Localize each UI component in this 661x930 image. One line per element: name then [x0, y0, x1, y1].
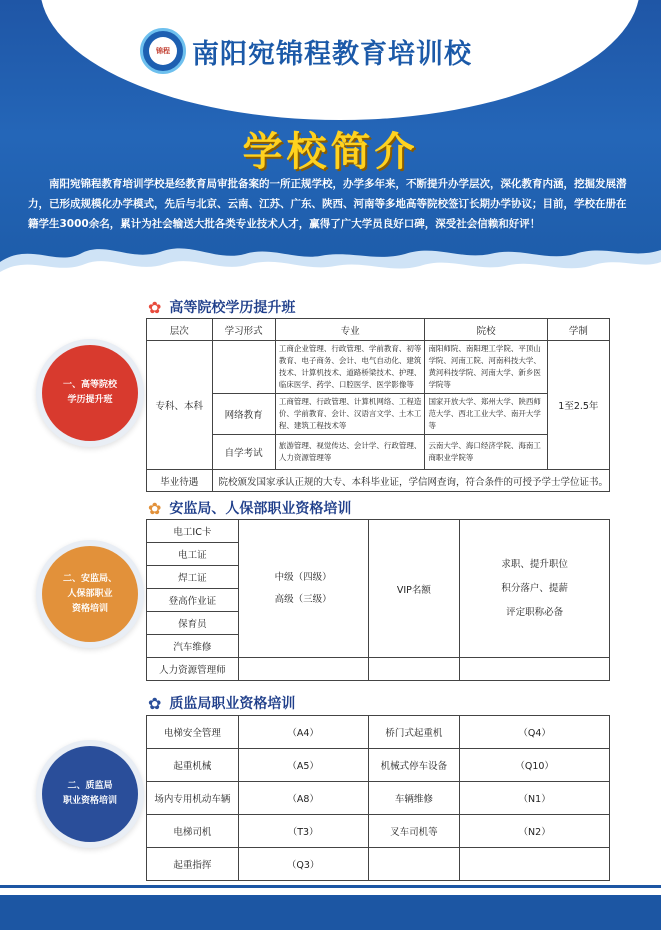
- empty-cell: [460, 658, 610, 681]
- benefit-text: 积分落户、提薪: [501, 582, 568, 594]
- cert-code: （A8）: [238, 782, 368, 815]
- table-row: [147, 658, 610, 681]
- empty-cell: [368, 658, 460, 681]
- section3-table: [146, 715, 610, 881]
- header-major: 专业: [275, 319, 425, 341]
- cert-item: 焊工证: [147, 566, 239, 589]
- benefit-text: 评定职称必备: [506, 606, 564, 618]
- cert-item: 汽车维修: [147, 635, 239, 658]
- majors-cell: 工商管理、行政管理、计算机网络、工程造价、学前教育、会计、汉语言文学、土木工程、建筑工程技术等: [275, 394, 425, 435]
- level-cell: 专科、本科: [147, 341, 213, 470]
- section3-title: [148, 693, 295, 713]
- cert-name: 机械式停车设备: [368, 749, 460, 782]
- cert-code: （A5）: [238, 749, 368, 782]
- header-duration: 学制: [547, 319, 609, 341]
- intro-paragraph: 南阳宛锦程教育培训学校是经教育局审批备案的一所正规学校，办学多年来，不断提升办学层次，深化教育内涵，挖掘发展潜力，已形成规模化办学模式，先后与北京、云南、江苏、广东、陕西、河南等多地高等院校签订长期办学协议；目前，学校在册在籍学生3000余名，累计为社会输送大批各类专业技术人才，赢得了广大学员良好口碑，深受社会信赖和好评！: [28, 178, 627, 230]
- cert-code: [460, 848, 610, 881]
- section2-badge-text: 二、安监局、 人保部职业 资格培训: [62, 573, 117, 614]
- benefit-label: 毕业待遇: [147, 470, 213, 492]
- benefit-row: [147, 470, 610, 492]
- flower-icon: ✿: [148, 693, 162, 713]
- table-row: [147, 394, 610, 435]
- table-row: [147, 749, 610, 782]
- header-school: 院校: [425, 319, 547, 341]
- section1-title-text: 高等院校学历提升班: [169, 300, 296, 316]
- table-row: [147, 520, 610, 543]
- benefits-cell: [460, 520, 610, 658]
- header-form: 学习形式: [212, 319, 275, 341]
- cert-item: 保育员: [147, 612, 239, 635]
- cert-name: 叉车司机等: [368, 815, 460, 848]
- form-cell: 自学考试: [212, 435, 275, 470]
- cert-item: 人力资源管理师: [147, 658, 239, 681]
- duration-cell: 1至2.5年: [547, 341, 609, 470]
- schools-cell: 国家开放大学、郑州大学、陕西师范大学、西北工业大学、南开大学等: [425, 394, 547, 435]
- form-cell: [212, 341, 275, 394]
- section1-table: [146, 318, 610, 492]
- table-row: [147, 341, 610, 394]
- cert-code: （Q10）: [460, 749, 610, 782]
- table-row: [147, 716, 610, 749]
- cert-name: 场内专用机动车辆: [147, 782, 239, 815]
- section1-badge-text: 一、高等院校 学历提升班: [62, 380, 117, 405]
- cert-name: 桥门式起重机: [368, 716, 460, 749]
- form-cell: 网络教育: [212, 394, 275, 435]
- schools-cell: 南阳师院、南阳理工学院、平顶山学院、河南工院、河南科技大学、黄河科技学院、河南大学、新乡医学院等: [425, 341, 547, 394]
- section2-title-text: 安监局、人保部职业资格培训: [169, 501, 352, 517]
- benefit-text: 求职、提升职位: [501, 558, 568, 570]
- vip-cell: VIP名额: [368, 520, 460, 658]
- cert-name: 电梯安全管理: [147, 716, 239, 749]
- flower-icon: ✿: [148, 297, 162, 317]
- cert-name: 起重机械: [147, 749, 239, 782]
- header-level: 层次: [147, 319, 213, 341]
- logo-text: 锦程: [149, 37, 177, 65]
- cert-code: （N1）: [460, 782, 610, 815]
- cert-code: （T3）: [238, 815, 368, 848]
- cert-name: [368, 848, 460, 881]
- section3-title-text: 质监局职业资格培训: [169, 696, 296, 712]
- table-row: [147, 848, 610, 881]
- section3-badge: [42, 746, 138, 842]
- section1-badge: [42, 345, 138, 441]
- cloud-divider: [0, 232, 661, 300]
- cert-code: （N2）: [460, 815, 610, 848]
- table-row: [147, 815, 610, 848]
- table-header-row: [147, 319, 610, 341]
- cert-code: （A4）: [238, 716, 368, 749]
- section2-title: [148, 498, 351, 518]
- cert-name: 电梯司机: [147, 815, 239, 848]
- empty-cell: [238, 658, 368, 681]
- cert-name: 起重指挥: [147, 848, 239, 881]
- cert-name: 车辆维修: [368, 782, 460, 815]
- cert-code: （Q4）: [460, 716, 610, 749]
- majors-cell: 旅游管理、视觉传达、会计学、行政管理、人力资源管理等: [275, 435, 425, 470]
- table-row: [147, 435, 610, 470]
- cert-item: 登高作业证: [147, 589, 239, 612]
- bottom-divider: [0, 885, 661, 888]
- schools-cell: 云南大学、海口经济学院、海南工商职业学院等: [425, 435, 547, 470]
- section1-title: [148, 297, 295, 317]
- cert-item: 电工IC卡: [147, 520, 239, 543]
- school-name: 南阳宛锦程教育培训校: [192, 39, 472, 70]
- page-title: 学校简介: [242, 129, 419, 175]
- level-text: 高级（三级）: [274, 593, 332, 605]
- section3-badge-text: 二、质监局 职业资格培训: [62, 781, 117, 806]
- majors-cell: 工商企业管理、行政管理、学前教育、初等教育、电子商务、会计、电气自动化、建筑技术、计算机技术、道路桥梁技术、护理、临床医学、药学、口腔医学、医学影像等: [275, 341, 425, 394]
- level-text: 中级（四级）: [274, 571, 332, 583]
- section2-table: [146, 519, 610, 681]
- cert-item: 电工证: [147, 543, 239, 566]
- benefit-text: 院校颁发国家承认正规的大专、本科毕业证，学信网查询，符合条件的可授予学士学位证书。: [212, 470, 609, 492]
- levels-cell: [238, 520, 368, 658]
- section2-badge: [42, 546, 138, 642]
- table-row: [147, 782, 610, 815]
- footer-bar: [0, 895, 661, 930]
- cert-code: （Q3）: [238, 848, 368, 881]
- flower-icon: ✿: [148, 498, 162, 518]
- school-logo: [140, 28, 186, 74]
